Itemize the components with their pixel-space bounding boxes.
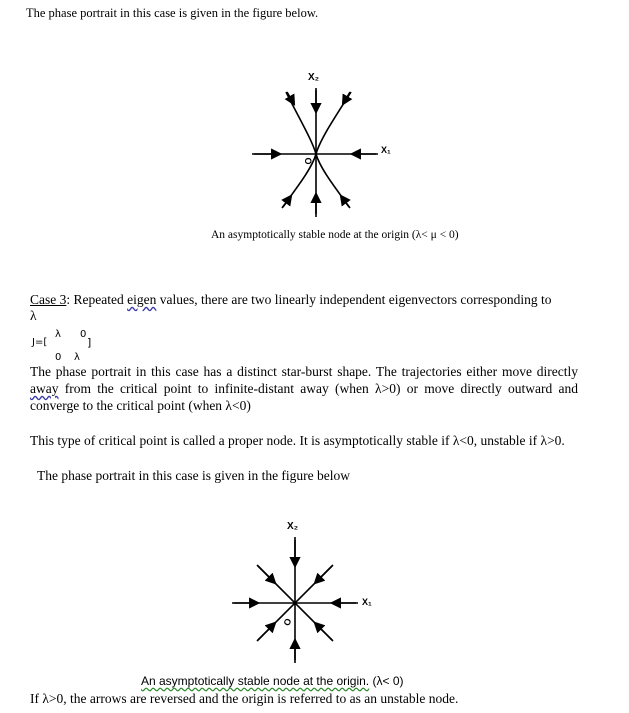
paragraph1-line3: converge to the critical point (when λ<0) — [30, 398, 251, 413]
eigen-word: eigen — [127, 292, 157, 307]
figure2-trajectories — [232, 537, 358, 663]
figure1-x1-label: X₁ — [381, 145, 391, 155]
figure2-x1-label: X₁ — [362, 597, 372, 607]
paragraph3: The phase portrait in this case is given in the figure below — [37, 468, 351, 483]
matrix-r2c2: λ — [74, 352, 80, 363]
paragraph2: This type of critical point is called a proper node. It is asymptotically stable if λ<0, unstable if λ>0. — [30, 433, 565, 448]
figure2-x2-label: X₂ — [287, 521, 299, 532]
paragraph1-line2-rest: from the critical point to infinite-distant away (when λ>0) or move directly outward and — [58, 381, 578, 396]
case3-heading: Case 3 — [30, 292, 67, 307]
final-line: If λ>0, the arrows are reversed and the origin is referred to as an unstable node. — [30, 691, 459, 706]
case3-heading-rest: : Repeated — [66, 292, 128, 307]
figure2-caption-tail: (λ< 0) — [369, 674, 404, 688]
matrix-close-bracket: ] — [87, 336, 92, 349]
matrix-r2c1: 0 — [55, 352, 62, 363]
figure1-x2-label: X₂ — [308, 72, 320, 83]
figure1-origin-label: O — [303, 157, 314, 165]
matrix-prefix: J=[ — [32, 337, 48, 348]
figure2-caption — [141, 674, 403, 688]
figure1-caption: An asymptotically stable node at the origin (λ< μ < 0) — [211, 229, 459, 241]
away-word: away — [30, 381, 59, 396]
figure2-caption-link: An asymptotically stable node at the origin. — [141, 674, 370, 688]
paragraph1-line1: The phase portrait in this case has a distinct star-burst shape. The trajectories either move directly — [30, 364, 578, 379]
matrix-r1c1: λ — [55, 329, 61, 340]
figure2-origin-label: O — [281, 616, 294, 628]
matrix-r1c2: 0 — [80, 329, 87, 340]
case3-heading-tail: values, there are two linearly independent eigenvectors corresponding to — [156, 292, 552, 307]
case3-lambda: λ — [30, 308, 37, 323]
intro-line: The phase portrait in this case is given in the figure below. — [26, 6, 319, 20]
